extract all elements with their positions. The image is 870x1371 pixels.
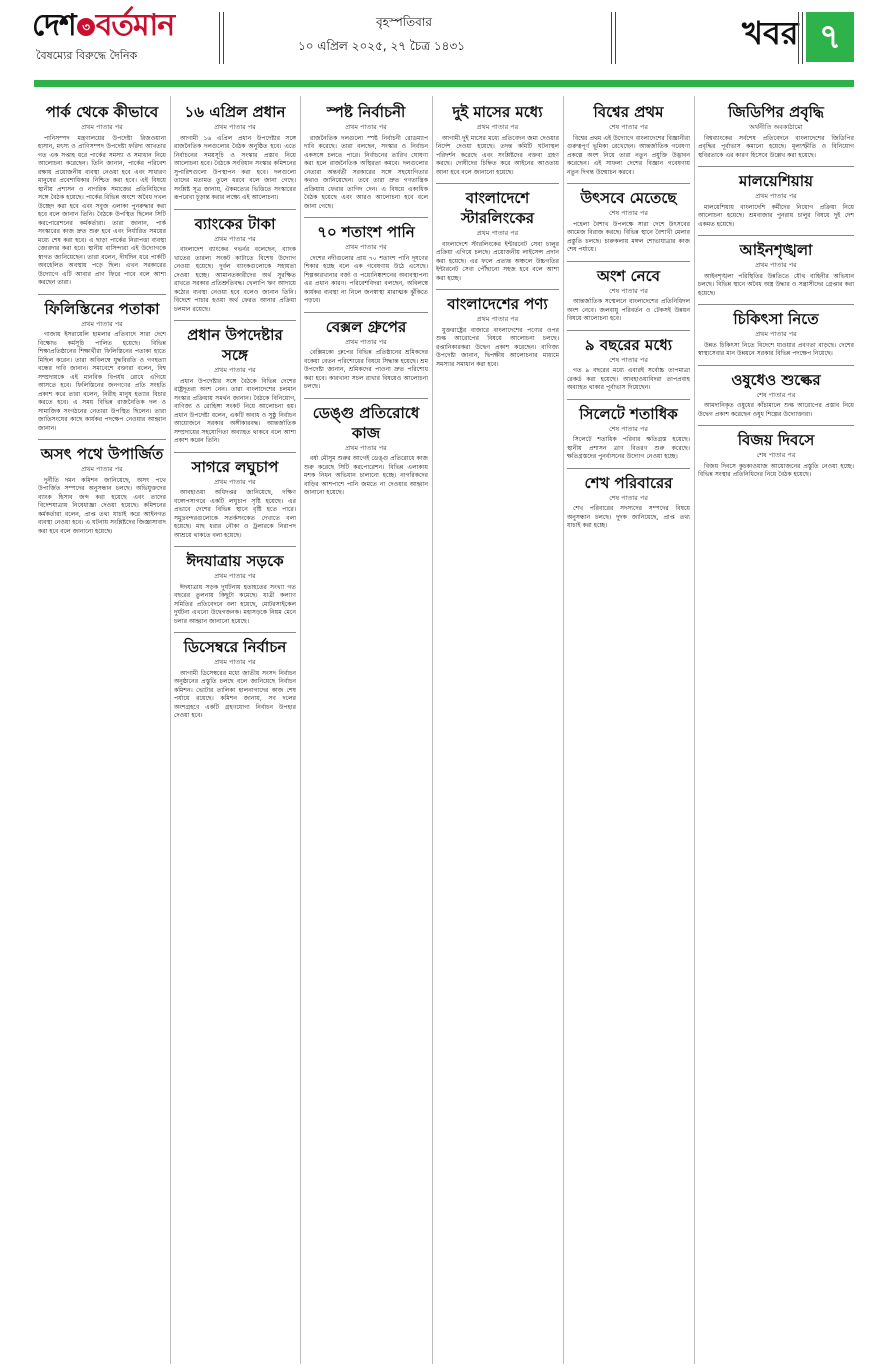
news-article[interactable] [174,546,296,626]
article-body: আগামী ১৬ এপ্রিল প্রধান উপদেষ্টার সঙ্গে রাজনৈতিক দলগুলোর বৈঠক অনুষ্ঠিত হবে। এতে নির্বাচনের সময়সূচি ও সংস্কার প্রস্তাব নিয়ে আলোচনা হবে। বৈঠকে সংবিধান সংস্কার কমিশনের সুপারিশগুলো উপস্থাপন করা হবে। দলগুলো তাদের মতামত তুলে ধরবে বলে জানা গেছে। সংশ্লিষ্ট সূত্র জানায়, ঐকমত্যের ভিত্তিতে সংস্কারের রূপরেখা চূড়ান্ত করার লক্ষ্যে এই আলোচনা। [174,134,296,201]
article-divider [174,452,296,453]
article-body: সিলেটে শতাধিক পরিবার ক্ষতিগ্রস্ত হয়েছে। স্থানীয় প্রশাসন ত্রাণ বিতরণ শুরু করেছে। ক্ষতিগ্রস্তদের পুনর্বাসনের উদ্যোগ নেওয়া হচ্ছে। [567,436,690,460]
continuation-label: প্রথম পাতার পর [476,123,519,131]
article-divider [698,365,854,366]
column-divider [563,96,564,1364]
logo-suffix: বর্তমান [95,8,175,43]
article-body: আবহাওয়া অধিদপ্তর জানিয়েছে, দক্ষিণ বঙ্গোপসাগরে একটি লঘুচাপ সৃষ্টি হয়েছে। এর প্রভাবে দেশের বিভিন্ন স্থানে বৃষ্টি হতে পারে। সমুদ্রবন্দরগুলোকে সতর্কসংকেত দেখাতে বলা হয়েছে। মাছ ধরার নৌকা ও ট্রলারকে নিরাপদ আশ্রয়ে থাকতে বলা হয়েছে। [174,489,296,539]
news-article[interactable] [304,398,428,498]
article-body: বাংলাদেশ ব্যাংকের গভর্নর বলেছেন, ব্যাংক খাতের তারল্য সংকট কাটাতে বিশেষ উদ্যোগ নেওয়া হয়েছে। দুর্বল ব্যাংকগুলোকে সহায়তা দেওয়া হচ্ছে। আমানতকারীদের অর্থ সুরক্ষিত রাখতে সরকার প্রতিশ্রুতিবদ্ধ। খেলাপি ঋণ আদায়ে কঠোর ব্যবস্থা নেওয়া হবে বলেও জানান তিনি। বিদেশে পাচার হওয়া অর্থ ফেরত আনার প্রক্রিয়া চলমান রয়েছে। [174,246,296,313]
continuation-label: প্রথম পাতার পর [476,315,519,323]
article-headline[interactable]: বাংলাদেশের পণ্য [447,295,548,313]
news-article[interactable] [567,102,690,177]
news-article[interactable] [698,365,854,420]
article-headline[interactable]: ডেঙ্গু প্রতিরোধে কাজ [312,403,420,442]
column-divider [300,96,301,1364]
article-headline[interactable]: বিশ্বের প্রথম [593,103,664,121]
article-divider [698,304,854,305]
article-divider [567,399,690,400]
news-article[interactable] [436,183,559,283]
article-body: বিশ্বব্যাংকের সর্বশেষ প্রতিবেদনে বাংলাদেশের জিডিপির প্রবৃদ্ধির পূর্বাভাস কমানো হয়েছে। মূল্যস্ফীতি ও বিনিয়োগ স্থবিরতাকে এর কারণ হিসেবে উল্লেখ করা হয়েছে। [698,134,854,159]
news-article[interactable] [38,294,166,434]
news-article[interactable] [567,261,690,324]
article-body: ঈদযাত্রায় সড়ক দুর্ঘটনায় হতাহতের সংখ্যা গত বছরের তুলনায় কিছুটা কমেছে। যাত্রী কল্যাণ সমিতির প্রতিবেদনে বলা হয়েছে, মোটরসাইকেল দুর্ঘটনা এখনো উদ্বেগজনক। মহাসড়কে নিয়ম মেনে চলার আহ্বান জানানো হয়েছে। [174,583,296,625]
continuation-label: প্রথম পাতার পর [476,229,519,237]
article-body: পহেলা বৈশাখ উপলক্ষে সারা দেশে উৎসবের আমেজ বিরাজ করছে। বিভিন্ন স্থানে বৈশাখী মেলার প্রস্তুতি চলছে। চারুকলায় মঙ্গল শোভাযাত্রার কাজ শেষ পর্যায়ে। [567,220,690,253]
article-divider [38,439,166,440]
article-divider [304,312,428,313]
publication-date: ১০ এপ্রিল ২০২৫, ২৭ চৈত্র ১৪৩১ [298,39,466,53]
article-body: বেক্সিমকো গ্রুপের বিভিন্ন প্রতিষ্ঠানের শ্রমিকদের বকেয়া বেতন পরিশোধের বিষয়ে সিদ্ধান্ত হয়েছে। শ্রম উপদেষ্টা জানান, শ্রমিকদের পাওনা দ্রুত পরিশোধ করা হবে। কারখানা সচল রাখার বিষয়েও আলোচনা চলছে। [304,349,428,390]
article-body: দেশের নদীগুলোর প্রায় ৭০ শতাংশ পানি দূষণের শিকার হচ্ছে বলে এক গবেষণায় উঠে এসেছে। শিল্পকারখানার বর্জ্য ও পয়োনিষ্কাশনের অব্যবস্থাপনা এর প্রধান কারণ। পরিবেশবিদরা বলছেন, অবিলম্বে কার্যকর ব্যবস্থা না নিলে জনস্বাস্থ্য মারাত্মক ঝুঁকিতে পড়বে। [304,254,428,304]
news-article[interactable] [698,304,854,359]
article-body: বাংলাদেশে স্টারলিংকের ইন্টারনেট সেবা চালুর প্রক্রিয়া এগিয়ে চলছে। প্রয়োজনীয় লাইসেন্স প্রদান করা হয়েছে। এর ফলে প্রত্যন্ত অঞ্চলে উচ্চগতির ইন্টারনেট সেবা পৌঁছানো সহজ হবে বলে আশা করা হচ্ছে। [436,240,559,282]
article-headline[interactable]: অংশ নেবে [597,266,660,285]
masthead-divider [219,12,224,64]
news-article[interactable] [436,289,559,369]
article-divider [567,261,690,262]
article-headline[interactable]: দুই মাসের মধ্যে [452,103,543,121]
news-article[interactable] [567,330,690,393]
continuation-label: অর্থনীতি অবকাঠামো [749,123,803,131]
continuation-label: প্রথম পাতার পর [81,465,123,473]
article-divider [698,425,854,426]
article-body: উন্নত চিকিৎসা নিতে বিদেশে যাওয়ার প্রবণতা বাড়ছে। দেশের স্বাস্থ্যসেবার মান উন্নয়নে সরকার বিভিন্ন পদক্ষেপ নিয়েছে। [698,341,854,357]
article-divider [567,468,690,469]
news-article[interactable] [38,102,166,288]
continuation-label: প্রথম পাতার পর [214,234,256,243]
continuation-label: শেষ পাতার পর [756,451,796,459]
article-body: বর্ষা মৌসুম শুরুর আগেই ডেঙ্গু প্রতিরোধে কাজ শুরু করেছে সিটি করপোরেশন। বিভিন্ন এলাকায় মশক নিধন অভিযান চালানো হচ্ছে। নাগরিকদের বাড়ির আশপাশে পানি জমতে না দেওয়ার আহ্বান জানানো হয়েছে। [304,455,428,496]
article-divider [38,294,166,295]
article-headline[interactable]: সাগরে লঘুচাপ [191,457,279,476]
continuation-label: প্রথম পাতার পর [214,658,256,666]
continuation-label: প্রথম পাতার পর [81,319,123,328]
news-article[interactable] [174,452,296,541]
article-body: বিজয় দিবসে কুচকাওয়াজ আয়োজনের প্রস্তুতি নেওয়া হচ্ছে। বিভিন্ন সংস্থার প্রতিনিধিদের নিয়ে বৈঠক হয়েছে। [698,462,854,478]
news-article[interactable] [304,217,428,306]
news-article[interactable] [304,312,428,392]
article-divider [174,320,296,321]
news-article[interactable] [698,425,854,480]
article-headline[interactable]: শেখ পরিবারের [584,473,673,492]
continuation-label: প্রথম পাতার পর [214,123,256,131]
logo-prefix: দেশ [32,8,76,43]
page-number-badge: ৭ [806,12,854,62]
article-headline[interactable]: পার্ক থেকে কীভাবে [45,103,159,121]
continuation-label: প্রথম পাতার পর [755,261,797,269]
article-divider [698,235,854,236]
news-article[interactable] [567,399,690,462]
article-headline[interactable]: আইনশৃঙ্খলা [739,241,813,259]
news-article[interactable] [174,209,296,315]
article-divider [698,166,854,167]
masthead [0,0,870,86]
article-headline[interactable]: বাংলাদেশে স্টারলিংকের [461,189,534,227]
news-article[interactable] [174,632,296,721]
article-headline[interactable]: ফিলিস্তিনের পতাকা [44,299,160,318]
continuation-label: শেষ পাতার পর [609,209,648,217]
continuation-label: প্রথম পাতার পর [81,123,123,131]
continuation-label: শেষ পাতার পর [609,424,648,433]
article-headline[interactable]: ১৬ এপ্রিল প্রধান [184,103,286,121]
news-column [304,98,428,1364]
article-body: প্রধান উপদেষ্টার সঙ্গে বৈঠকে বিভিন্ন দেশের রাষ্ট্রদূতরা অংশ নেন। তারা বাংলাদেশের চলমান সংস্কার প্রক্রিয়ায় সমর্থন জানান। বৈঠকে বিনিয়োগ, বাণিজ্য ও রোহিঙ্গা সংকট নিয়ে আলোচনা হয়। প্রধান উপদেষ্টা বলেন, একটি অবাধ ও সুষ্ঠু নির্বাচন আয়োজনে সরকার অঙ্গীকারবদ্ধ। আন্তর্জাতিক সম্প্রদায়ের সহযোগিতা অব্যাহত থাকবে বলে আশা প্রকাশ করেন তিনি। [174,377,296,444]
article-divider [174,546,296,547]
article-body: রাজনৈতিক দলগুলো স্পষ্ট নির্বাচনী রোডম্যাপ দাবি করেছে। তারা বলছেন, সংস্কার ও নির্বাচন একসঙ্গে চলতে পারে। নির্বাচনের তারিখ ঘোষণা করা হলে রাজনৈতিক অস্থিরতা কমবে। দলগুলোর নেতারা অন্তর্বর্তী সরকারের সঙ্গে সহযোগিতার কথাও জানিয়েছেন। তবে তারা দ্রুত গণতান্ত্রিক প্রক্রিয়ায় ফেরার তাগিদ দেন। এ বিষয়ে একাধিক বৈঠক হয়েছে এবং আরও আলোচনা হবে বলে জানা গেছে। [304,134,428,210]
article-divider [304,217,428,218]
article-divider [436,183,559,184]
continuation-label: প্রথম পাতার পর [214,477,256,486]
logo-mark-icon: ৩ [77,18,95,36]
article-body: বিশ্বের প্রথম এই উদ্যোগে বাংলাদেশের বিজ্ঞানীরা গুরুত্বপূর্ণ ভূমিকা রেখেছেন। আন্তর্জাতিক গবেষণা প্রকল্পে অংশ নিয়ে তারা নতুন প্রযুক্তি উদ্ভাবন করেছেন। এই সাফল্য দেশের বিজ্ঞান গবেষণায় নতুন দিগন্ত উন্মোচন করবে। [567,134,690,176]
article-headline[interactable]: ওষুধেও শুল্কের [731,370,821,389]
news-article[interactable] [698,166,854,229]
article-divider [174,209,296,210]
news-column [436,98,559,1364]
news-article[interactable] [698,102,854,160]
article-body: যুক্তরাষ্ট্রের বাজারে বাংলাদেশের পণ্যের ওপর শুল্ক আরোপের বিষয়ে আলোচনা চলছে। রপ্তানিকারকরা উদ্বেগ প্রকাশ করেছেন। বাণিজ্য উপদেষ্টা জানান, দ্বিপক্ষীয় আলোচনার মাধ্যমে সমস্যার সমাধান করা হবে। [436,326,559,368]
news-article[interactable] [698,235,854,298]
continuation-label: শেষ পাতার পর [609,286,648,295]
news-column [698,98,854,1364]
continuation-label: শেষ পাতার পর [756,390,796,399]
masthead-divider [611,12,616,64]
continuation-label: প্রথম পাতার পর [345,443,387,452]
article-headline[interactable]: অসৎ পথে উপার্জিত [40,445,164,463]
news-column [38,98,166,1364]
continuation-label: প্রথম পাতার পর [755,330,797,338]
section-title: খবর [742,14,799,52]
news-article[interactable] [174,102,296,203]
header-accent-bar [34,80,854,87]
article-headline[interactable]: ৯ বছরের মধ্যে [584,335,673,354]
article-headline[interactable]: ব্যাংকের টাকা [194,214,276,233]
continuation-label: প্রথম পাতার পর [214,366,256,374]
column-divider [694,96,695,1364]
article-body: গত ৯ বছরের মধ্যে এবারই সর্বোচ্চ তাপমাত্রা রেকর্ড করা হয়েছে। আবহাওয়াবিদরা তাপপ্রবাহ অব্যাহত থাকার পূর্বাভাস দিয়েছেন। [567,367,690,391]
continuation-label: প্রথম পাতার পর [345,337,387,346]
continuation-label: প্রথম পাতার পর [755,192,797,200]
news-article[interactable] [304,102,428,211]
article-headline[interactable]: চিকিৎসা নিতে [733,310,819,328]
news-column [567,98,690,1364]
column-divider [432,96,433,1364]
article-body: আমদানিকৃত ওষুধের কাঁচামালে শুল্ক আরোপের প্রস্তাব নিয়ে উদ্বেগ প্রকাশ করেছেন ওষুধ শিল্পের উদ্যোক্তারা। [698,402,854,418]
continuation-label: প্রথম পাতার পর [345,243,387,251]
masthead-divider [798,12,803,64]
continuation-label: শেষ পাতার পর [609,493,648,502]
article-headline[interactable]: প্রধান উপদেষ্টার সঙ্গে [187,326,283,364]
continuation-label: শেষ পাতার পর [609,123,648,131]
article-body: দুর্নীতি দমন কমিশন জানিয়েছে, অসৎ পথে উপার্জিত সম্পদের অনুসন্ধান চলছে। অভিযুক্তদের ব্যাংক হিসাব জব্দ করা হয়েছে এবং তাদের বিদেশযাত্রায় নিষেধাজ্ঞা দেওয়া হয়েছে। কমিশনের কর্মকর্তারা বলেন, প্রাপ্ত তথ্য যাচাই করে আইনগত ব্যবস্থা নেওয়া হবে। এ ঘটনায় সংশ্লিষ্টদের জিজ্ঞাসাবাদ করা হবে বলে জানানো হয়েছে। [38,476,166,535]
article-divider [436,289,559,290]
article-body: শেখ পরিবারের সদস্যদের সম্পদের বিষয়ে অনুসন্ধান চলছে। দুদক জানিয়েছে, প্রাপ্ত তথ্য যাচাই করা হচ্ছে। [567,505,690,529]
article-body: আন্তর্জাতিক সম্মেলনে বাংলাদেশের প্রতিনিধিদল অংশ নেবে। জলবায়ু পরিবর্তন ও টেকসই উন্নয়ন বিষয়ে আলোচনা হবে। [567,298,690,322]
article-headline[interactable]: ডিসেম্বরে নির্বাচন [183,638,287,656]
article-headline[interactable]: সিলেটে শতাধিক [579,404,678,423]
continuation-label: প্রথম পাতার পর [214,572,256,580]
article-body: আগামী দুই মাসের মধ্যে প্রতিবেদন জমা দেওয়ার নির্দেশ দেওয়া হয়েছে। তদন্ত কমিটি ঘটনাস্থল পরিদর্শন করেছে এবং সংশ্লিষ্টদের বক্তব্য গ্রহণ করছে। দোষীদের চিহ্নিত করে আইনের আওতায় আনা হবে বলে জানানো হয়েছে। [436,134,559,176]
article-headline[interactable]: বিজয় দিবসে [737,431,815,449]
article-headline[interactable]: উৎসবে মেতেছে [580,189,677,207]
newspaper-logo[interactable] [32,8,174,44]
continuation-label: শেষ পাতার পর [609,355,648,364]
article-body: গাজায় ইসরায়েলি হামলার প্রতিবাদে সারা দেশে বিক্ষোভ কর্মসূচি পালিত হয়েছে। বিভিন্ন শিক্ষাপ্রতিষ্ঠানের শিক্ষার্থীরা ফিলিস্তিনের পতাকা হাতে মিছিল করেন। তারা অবিলম্বে যুদ্ধবিরতি ও গণহত্যা বন্ধের দাবি জানান। সমাবেশে বক্তারা বলেন, বিশ্ব সম্প্রদায়কে এই মানবিক বিপর্যয় রোধে এগিয়ে আসতে হবে। ফিলিস্তিনের জনগণের প্রতি সংহতি প্রকাশ করে তারা বলেন, নিরীহ মানুষ হত্যার বিচার করতে হবে। এ সময় বিভিন্ন রাজনৈতিক দল ও সামাজিক সংগঠনের নেতারা উপস্থিত ছিলেন। তারা জাতিসংঘের কাছে কার্যকর পদক্ষেপ নেওয়ার আহ্বান জানান। [38,331,166,432]
article-headline[interactable]: ঈদযাত্রায় সড়কে [186,552,284,570]
news-column [174,98,296,1364]
article-headline[interactable]: জিডিপির প্রবৃদ্ধি [728,103,824,121]
news-article[interactable] [567,468,690,531]
news-article[interactable] [567,183,690,255]
article-divider [304,398,428,399]
article-divider [567,183,690,184]
news-article[interactable] [436,102,559,177]
column-divider [170,96,171,1364]
article-body: আইনশৃঙ্খলা পরিস্থিতির উন্নতিতে যৌথ বাহিনীর অভিযান চলছে। বিভিন্ন স্থানে অবৈধ অস্ত্র উদ্ধার ও সন্ত্রাসীদের গ্রেপ্তার করা হয়েছে। [698,272,854,297]
article-headline[interactable]: বেক্সল গ্রুপের [325,317,407,336]
article-body: পানিসম্পদ মন্ত্রণালয়ের উপদেষ্টা রিজওয়ানা হাসান, মৎস্য ও প্রাণিসম্পদ উপদেষ্টা ফরিদা আখতার গত এক সপ্তাহ ধরে পার্কের সমস্যা ও সমাধান নিয়ে আলোচনা করেছেন। তিনি জানান, পার্কের পরিবেশ রক্ষায় প্রয়োজনীয় ব্যবস্থা নেওয়া হবে এবং সাধারণ মানুষের প্রবেশাধিকার নিশ্চিত করা হবে। এই বিষয়ে স্থানীয় প্রশাসন ও নাগরিক সমাজের প্রতিনিধিদের সঙ্গে বৈঠক হয়েছে। পার্কের বিভিন্ন অংশে অবৈধ দখল উচ্ছেদ করা হবে এবং সবুজ এলাকা পুনরুদ্ধার করা হবে বলে জানান তিনি। বৈঠকে উপস্থিত ছিলেন সিটি করপোরেশনের কর্মকর্তারা। তারা জানান, পার্ক সংস্কারের কাজ দ্রুত শুরু হবে এবং নির্ধারিত সময়ের মধ্যে শেষ করা হবে। এ ছাড়া পার্কের নিরাপত্তা ব্যবস্থা জোরদার করা হবে। স্থানীয় বাসিন্দারা এই উদ্যোগকে স্বাগত জানিয়েছেন। তারা বলেন, দীর্ঘদিন ধরে পার্কটি অবহেলিত অবস্থায় পড়ে ছিল। এখন সরকারের উদ্যোগে এটি আবার প্রাণ ফিরে পাবে বলে আশা করছেন তারা। [38,134,166,286]
publication-day: বৃহস্পতিবার [376,15,432,29]
article-headline[interactable]: স্পষ্ট নির্বাচনী [326,103,406,121]
tagline: বৈষম্যের বিরুদ্ধে দৈনিক [36,49,138,62]
news-article[interactable] [38,439,166,536]
news-article[interactable] [174,320,296,446]
article-body: মালয়েশিয়ায় বাংলাদেশি কর্মীদের নিয়োগ প্রক্রিয়া নিয়ে আলোচনা হয়েছে। শ্রমবাজার পুনরায় চালুর বিষয়ে দুই দেশ একমত হয়েছে। [698,203,854,228]
article-headline[interactable]: মালয়েশিয়ায় [739,172,813,190]
article-divider [174,632,296,633]
article-divider [567,330,690,331]
article-headline[interactable]: ৭০ শতাংশ পানি [317,223,415,241]
continuation-label: প্রথম পাতার পর [345,123,387,131]
article-body: আগামী ডিসেম্বরের মধ্যে জাতীয় সংসদ নির্বাচন অনুষ্ঠানের প্রস্তুতি চলছে বলে জানিয়েছে নির্বাচন কমিশন। ভোটার তালিকা হালনাগাদের কাজ শেষ পর্যায়ে রয়েছে। কমিশন জানায়, সব দলের অংশগ্রহণে একটি গ্রহণযোগ্য নির্বাচন উপহার দেওয়া হবে। [174,669,296,719]
